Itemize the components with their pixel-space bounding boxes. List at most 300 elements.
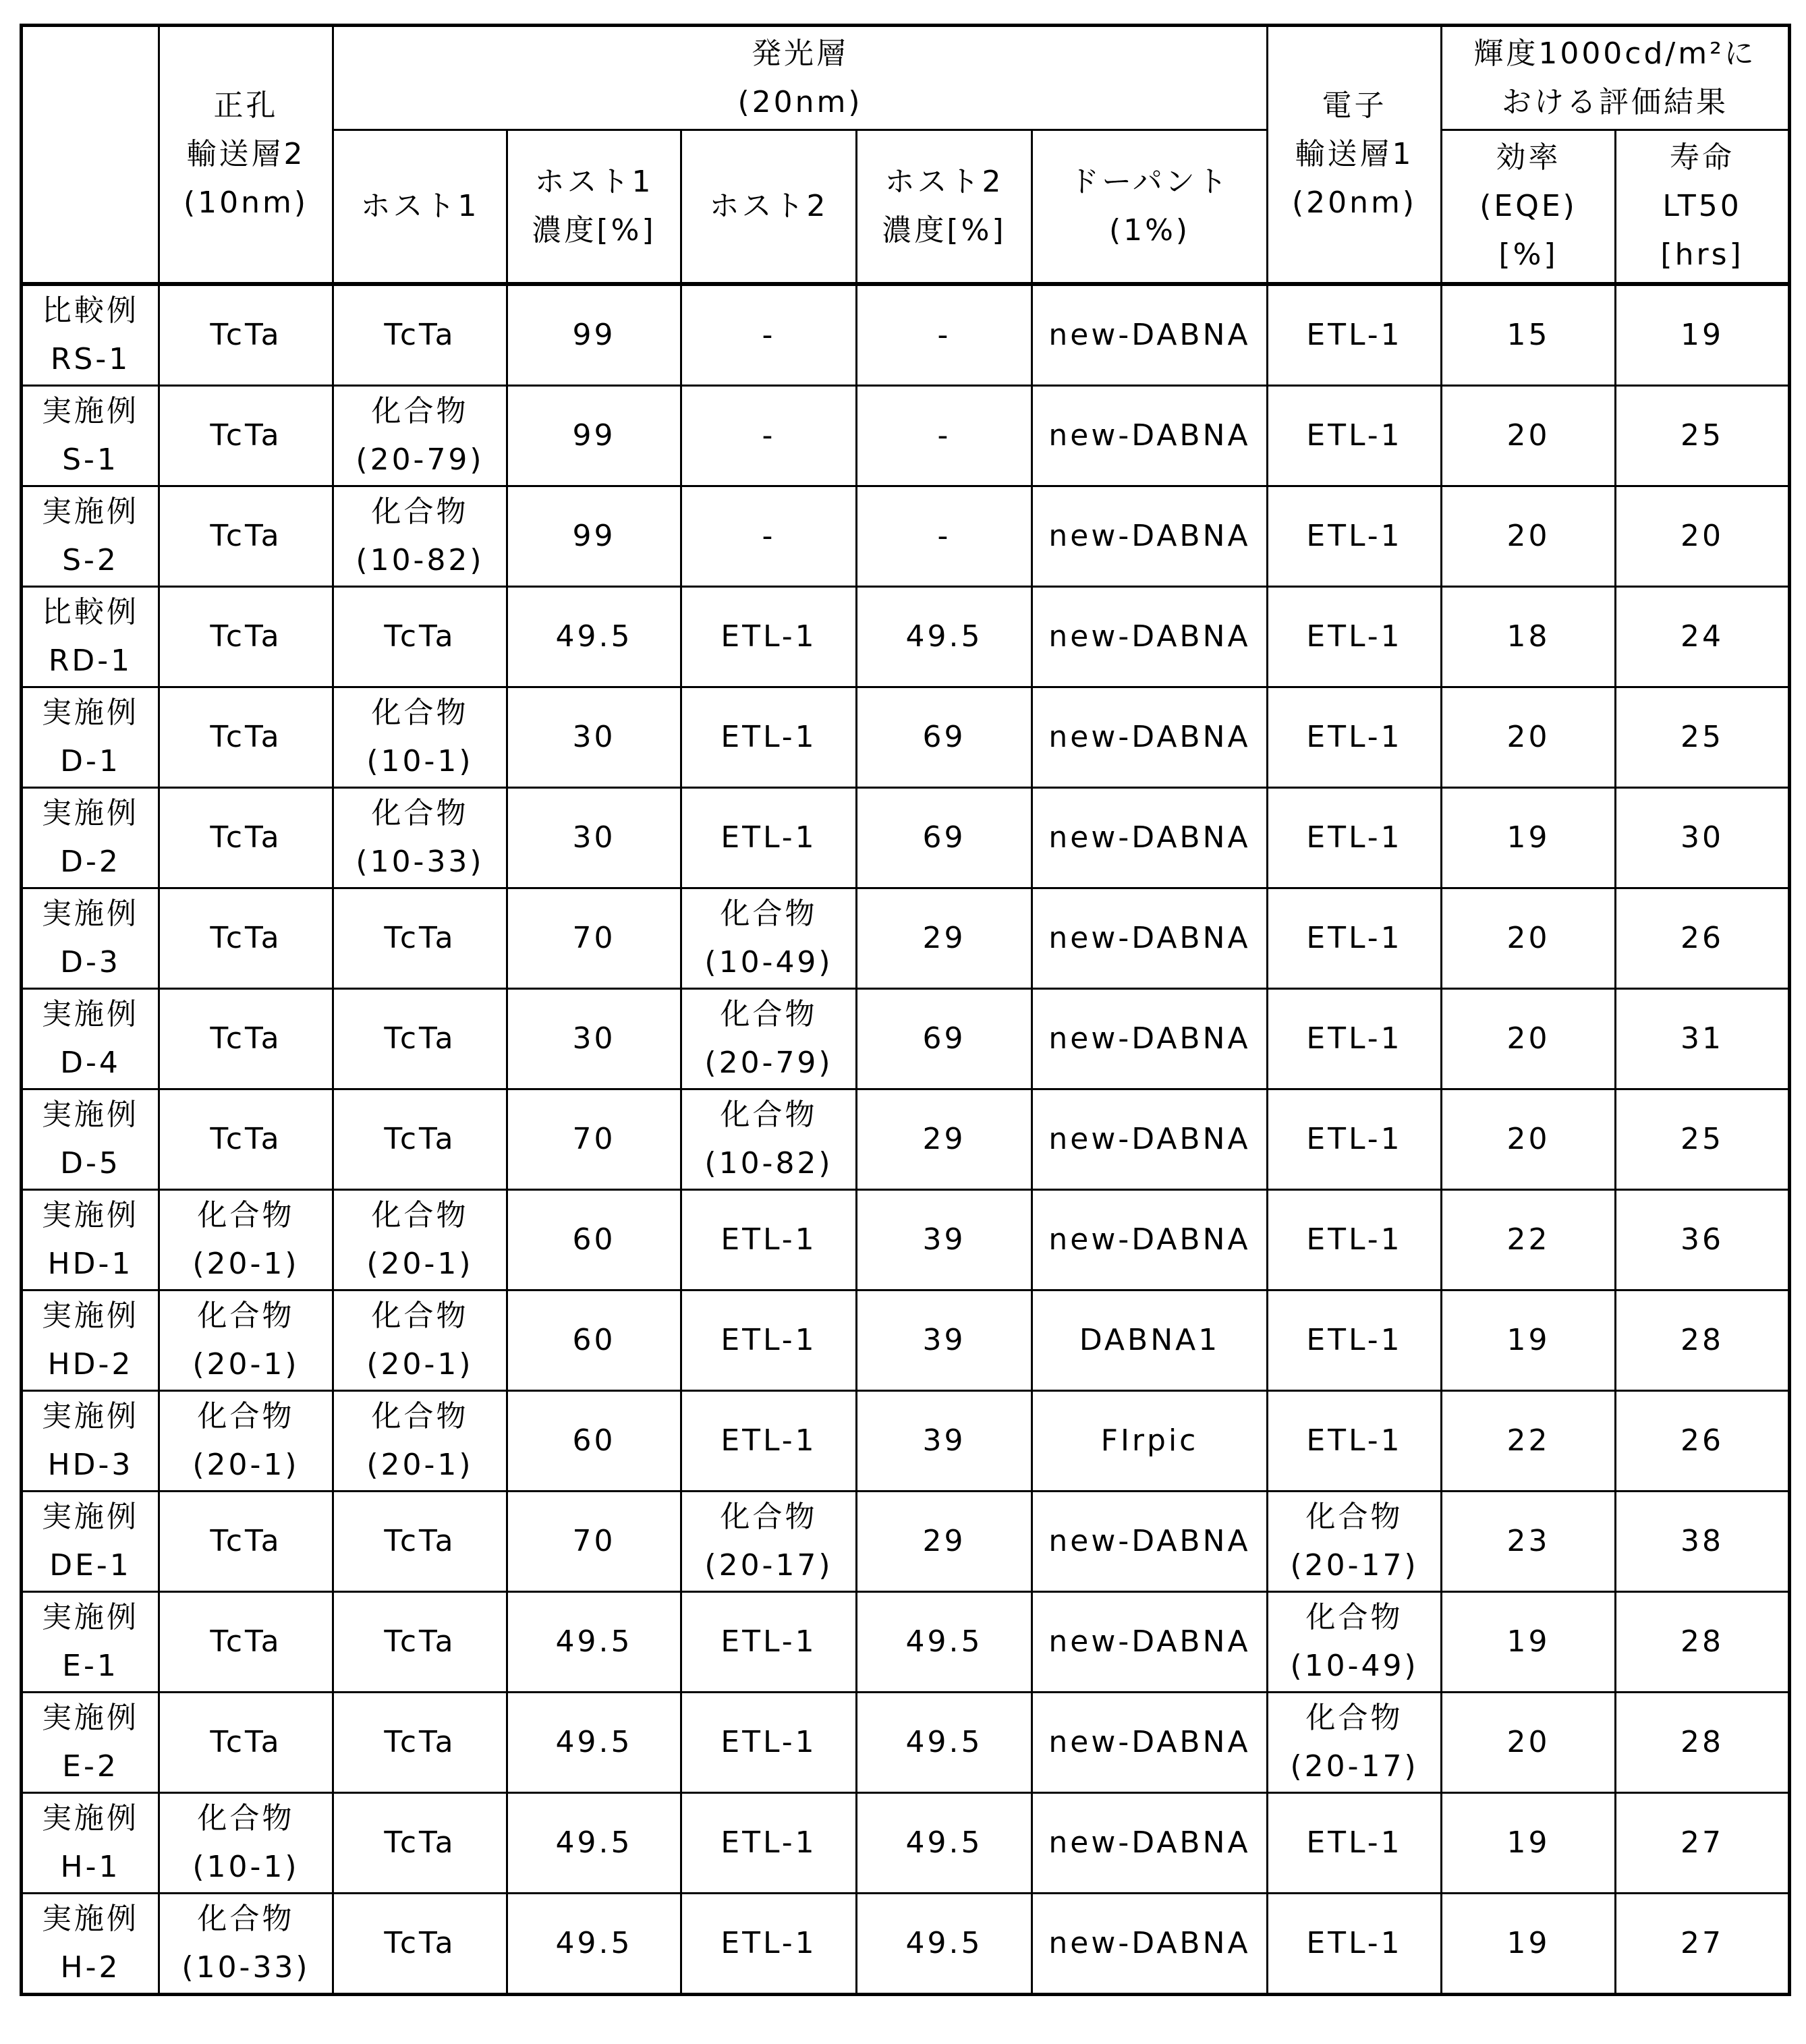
line-text: ETL-1 <box>1306 1021 1402 1056</box>
hole-transport-cell <box>159 687 333 788</box>
line-text: 化合物 <box>198 1198 295 1232</box>
electron-transport-cell <box>1268 788 1442 888</box>
line-text: 実施例 <box>42 897 139 931</box>
table-row <box>22 1693 1790 1793</box>
lifetime-cell: 28 <box>1616 1290 1790 1391</box>
line-text: TcTa <box>210 519 281 553</box>
table-row <box>22 888 1790 989</box>
host1-cell <box>333 386 507 486</box>
table-row <box>22 386 1790 486</box>
electron-transport-cell <box>1268 1190 1442 1290</box>
line-text: 実施例 <box>42 1399 139 1433</box>
host1-cell <box>333 1492 507 1592</box>
line-text: E-2 <box>62 1749 119 1784</box>
line-text: ETL-1 <box>721 1825 816 1860</box>
host1-cell <box>333 486 507 587</box>
efficiency-cell: 22 <box>1442 1190 1616 1290</box>
line-text: - <box>762 418 776 453</box>
lifetime-cell: 20 <box>1616 486 1790 587</box>
line-text: ETL-1 <box>1306 1825 1402 1860</box>
line-text: ETL-1 <box>1306 720 1402 754</box>
line-text: TcTa <box>210 318 281 352</box>
table-row <box>22 687 1790 788</box>
line-text: ETL-1 <box>1306 1323 1402 1357</box>
electron-transport-cell <box>1268 284 1442 386</box>
line-text: TcTa <box>210 1725 281 1759</box>
host2-conc-cell: 49.5 <box>857 1693 1032 1793</box>
line-text: 化合物 <box>1306 1600 1403 1635</box>
lifetime-cell: 28 <box>1616 1693 1790 1793</box>
line-text: D-1 <box>60 744 121 778</box>
efficiency-cell: 18 <box>1442 587 1616 687</box>
line-text: (10-33) <box>181 1950 310 1985</box>
host1-conc-cell: 60 <box>507 1290 681 1391</box>
line-text: TcTa <box>210 820 281 855</box>
host1-cell <box>333 888 507 989</box>
host2-conc-cell: 29 <box>857 1492 1032 1592</box>
line-text: TcTa <box>384 921 455 955</box>
example-cell <box>22 1492 159 1592</box>
line-text: TcTa <box>384 318 455 352</box>
efficiency-cell: 19 <box>1442 1290 1616 1391</box>
line-text: ETL-1 <box>721 1926 816 1960</box>
example-cell <box>22 888 159 989</box>
example-cell <box>22 1693 159 1793</box>
line-text: 発光層 <box>752 36 849 71</box>
host2-cell <box>681 1492 857 1592</box>
line-text: 輝度1000cd/m²に <box>1473 36 1756 71</box>
host1-cell <box>333 1290 507 1391</box>
efficiency-cell: 19 <box>1442 1793 1616 1894</box>
host1-conc-cell: 30 <box>507 989 681 1089</box>
line-text: 実施例 <box>42 1902 139 1936</box>
line-text: TcTa <box>210 1122 281 1156</box>
efficiency-cell: 22 <box>1442 1391 1616 1492</box>
line-text: H-2 <box>61 1950 121 1985</box>
line-text: TcTa <box>384 619 455 654</box>
line-text: ETL-1 <box>1306 619 1402 654</box>
host1-cell <box>333 687 507 788</box>
hole-transport-cell <box>159 888 333 989</box>
dopant-cell: new-DABNA <box>1032 989 1268 1089</box>
host2-conc-cell: 49.5 <box>857 1894 1032 1995</box>
line-text: - <box>762 318 776 352</box>
electron-transport-cell <box>1268 1089 1442 1190</box>
line-text: 濃度[%] <box>882 213 1006 248</box>
hole-transport-cell <box>159 1391 333 1492</box>
line-text: (20nm) <box>1292 186 1417 220</box>
line-text: ETL-1 <box>1306 418 1402 453</box>
line-text: (20nm) <box>737 85 862 119</box>
line-text: 化合物 <box>372 1399 469 1433</box>
line-text: (10-82) <box>356 543 484 577</box>
host2-conc-cell: 69 <box>857 989 1032 1089</box>
line-text: 比較例 <box>42 595 139 629</box>
line-text: ETL-1 <box>721 820 816 855</box>
host2-conc-cell: 29 <box>857 888 1032 989</box>
line-text: 化合物 <box>372 494 469 529</box>
line-text: (20-1) <box>192 1247 299 1281</box>
line-text: TcTa <box>210 1624 281 1659</box>
efficiency-cell: 20 <box>1442 386 1616 486</box>
lifetime-cell: 38 <box>1616 1492 1790 1592</box>
host2-conc-cell: 49.5 <box>857 587 1032 687</box>
example-cell <box>22 1190 159 1290</box>
corner-cell <box>22 26 159 285</box>
line-text: (10-1) <box>192 1850 299 1884</box>
line-text: (10-33) <box>356 845 484 879</box>
host1-cell <box>333 1793 507 1894</box>
table-row <box>22 1290 1790 1391</box>
line-text: 化合物 <box>721 1500 818 1534</box>
dopant-cell: new-DABNA <box>1032 1894 1268 1995</box>
host1-cell <box>333 989 507 1089</box>
line-text: (10nm) <box>184 186 308 220</box>
line-text: TcTa <box>384 1624 455 1659</box>
line-text: ETL-1 <box>721 720 816 754</box>
line-text: ETL-1 <box>721 1725 816 1759</box>
line-text: (20-79) <box>356 443 484 477</box>
line-text: TcTa <box>210 1524 281 1558</box>
line-text: DE-1 <box>49 1548 132 1583</box>
hole-transport-cell <box>159 1492 333 1592</box>
line-text: 化合物 <box>372 1299 469 1333</box>
electron-transport-cell <box>1268 1492 1442 1592</box>
host1-conc-cell: 49.5 <box>507 587 681 687</box>
host1-conc-cell: 30 <box>507 788 681 888</box>
host2-cell <box>681 1894 857 1995</box>
hole-transport-cell <box>159 1894 333 1995</box>
line-text: [hrs] <box>1660 237 1743 272</box>
line-text: [%] <box>1498 237 1558 272</box>
table-row <box>22 1492 1790 1592</box>
line-text: ETL-1 <box>1306 1122 1402 1156</box>
electron-transport-cell <box>1268 888 1442 989</box>
line-text: 効率 <box>1496 140 1561 175</box>
host1-cell <box>333 1592 507 1693</box>
electron-transport-cell <box>1268 687 1442 788</box>
efficiency-cell: 20 <box>1442 486 1616 587</box>
electron-transport-cell <box>1268 1592 1442 1693</box>
hole-transport-cell <box>159 1190 333 1290</box>
line-text: E-1 <box>62 1649 119 1683</box>
line-text: おける評価結果 <box>1502 85 1728 119</box>
line-text: 化合物 <box>372 394 469 428</box>
line-text: TcTa <box>210 619 281 654</box>
dopant-cell: DABNA1 <box>1032 1290 1268 1391</box>
line-text: ETL-1 <box>1306 1926 1402 1960</box>
line-text: (20-1) <box>366 1347 473 1382</box>
line-text: TcTa <box>210 418 281 453</box>
line-text: 実施例 <box>42 394 139 428</box>
line-text: 実施例 <box>42 1801 139 1836</box>
dopant-cell: new-DABNA <box>1032 386 1268 486</box>
lifetime-cell: 24 <box>1616 587 1790 687</box>
line-text: 化合物 <box>1306 1500 1403 1534</box>
header-lifetime <box>1616 130 1790 285</box>
electron-transport-cell <box>1268 1693 1442 1793</box>
efficiency-cell: 23 <box>1442 1492 1616 1592</box>
host2-conc-cell: 69 <box>857 788 1032 888</box>
host1-cell <box>333 1693 507 1793</box>
line-text: (20-1) <box>192 1448 299 1482</box>
line-text: ETL-1 <box>721 1222 816 1257</box>
efficiency-cell: 20 <box>1442 1693 1616 1793</box>
host1-conc-cell: 99 <box>507 284 681 386</box>
header-host1 <box>333 130 507 285</box>
hole-transport-cell <box>159 989 333 1089</box>
line-text: 化合物 <box>1306 1701 1403 1735</box>
line-text: TcTa <box>384 1926 455 1960</box>
host2-cell <box>681 888 857 989</box>
dopant-cell: new-DABNA <box>1032 587 1268 687</box>
host2-cell <box>681 1290 857 1391</box>
header-hole-transport <box>159 26 333 285</box>
lifetime-cell: 30 <box>1616 788 1790 888</box>
hole-transport-cell <box>159 284 333 386</box>
example-cell <box>22 687 159 788</box>
host2-conc-cell: - <box>857 284 1032 386</box>
line-text: TcTa <box>210 921 281 955</box>
line-text: 寿命 <box>1670 140 1734 175</box>
line-text: TcTa <box>384 1021 455 1056</box>
hole-transport-cell <box>159 587 333 687</box>
line-text: TcTa <box>384 1122 455 1156</box>
line-text: 実施例 <box>42 1600 139 1635</box>
table-row <box>22 989 1790 1089</box>
host2-cell <box>681 486 857 587</box>
efficiency-cell: 15 <box>1442 284 1616 386</box>
example-cell <box>22 1290 159 1391</box>
efficiency-cell: 20 <box>1442 989 1616 1089</box>
host2-conc-cell: 39 <box>857 1391 1032 1492</box>
line-text: ETL-1 <box>721 1624 816 1659</box>
hole-transport-cell <box>159 1089 333 1190</box>
header-emission-layer <box>333 26 1268 130</box>
line-text: 輸送層2 <box>187 137 306 171</box>
dopant-cell: new-DABNA <box>1032 486 1268 587</box>
header-host2 <box>681 130 857 285</box>
line-text: 化合物 <box>721 997 818 1031</box>
example-cell <box>22 788 159 888</box>
lifetime-cell: 31 <box>1616 989 1790 1089</box>
table-row <box>22 788 1790 888</box>
dopant-cell: new-DABNA <box>1032 788 1268 888</box>
line-text: 化合物 <box>721 1098 818 1132</box>
line-text: HD-2 <box>48 1347 134 1382</box>
hole-transport-cell <box>159 386 333 486</box>
lifetime-cell: 26 <box>1616 1391 1790 1492</box>
host1-conc-cell: 70 <box>507 1089 681 1190</box>
host1-conc-cell: 49.5 <box>507 1894 681 1995</box>
electron-transport-cell <box>1268 1290 1442 1391</box>
host1-cell <box>333 788 507 888</box>
line-text: 化合物 <box>372 1198 469 1232</box>
dopant-cell: new-DABNA <box>1032 1793 1268 1894</box>
line-text: (10-49) <box>704 945 833 980</box>
table-row <box>22 587 1790 687</box>
line-text: ETL-1 <box>721 1323 816 1357</box>
line-text: ホスト2 <box>885 165 1004 199</box>
line-text: (10-1) <box>366 744 473 778</box>
electron-transport-cell <box>1268 1894 1442 1995</box>
line-text: (10-49) <box>1290 1649 1418 1683</box>
header-evaluation <box>1442 26 1790 130</box>
lifetime-cell: 25 <box>1616 386 1790 486</box>
line-text: ホスト2 <box>710 189 828 223</box>
lifetime-cell: 27 <box>1616 1894 1790 1995</box>
host1-cell <box>333 1190 507 1290</box>
host1-conc-cell: 60 <box>507 1391 681 1492</box>
electron-transport-cell <box>1268 1391 1442 1492</box>
host1-cell <box>333 1089 507 1190</box>
line-text: (20-17) <box>704 1548 833 1583</box>
line-text: 化合物 <box>198 1801 295 1836</box>
lifetime-cell: 36 <box>1616 1190 1790 1290</box>
example-cell <box>22 284 159 386</box>
host2-cell <box>681 1190 857 1290</box>
line-text: (20-1) <box>366 1448 473 1482</box>
host1-conc-cell: 60 <box>507 1190 681 1290</box>
example-cell <box>22 587 159 687</box>
host1-conc-cell: 49.5 <box>507 1793 681 1894</box>
efficiency-cell: 19 <box>1442 1894 1616 1995</box>
host2-conc-cell: 29 <box>857 1089 1032 1190</box>
line-text: ドーパント <box>1069 165 1230 199</box>
dopant-cell: new-DABNA <box>1032 888 1268 989</box>
host1-conc-cell: 99 <box>507 486 681 587</box>
dopant-cell: new-DABNA <box>1032 1089 1268 1190</box>
results-table <box>20 24 1791 1996</box>
line-text: HD-1 <box>48 1247 134 1281</box>
dopant-cell: new-DABNA <box>1032 1693 1268 1793</box>
line-text: ETL-1 <box>1306 318 1402 352</box>
line-text: H-1 <box>61 1850 121 1884</box>
line-text: TcTa <box>384 1524 455 1558</box>
host2-cell <box>681 284 857 386</box>
efficiency-cell: 20 <box>1442 1089 1616 1190</box>
line-text: TcTa <box>384 1725 455 1759</box>
dopant-cell: new-DABNA <box>1032 1492 1268 1592</box>
lifetime-cell: 28 <box>1616 1592 1790 1693</box>
example-cell <box>22 1793 159 1894</box>
host2-cell <box>681 386 857 486</box>
efficiency-cell: 20 <box>1442 687 1616 788</box>
host2-cell <box>681 687 857 788</box>
line-text: (20-17) <box>1290 1548 1418 1583</box>
line-text: (1%) <box>1109 213 1190 248</box>
line-text: 実施例 <box>42 494 139 529</box>
header-dopant <box>1032 130 1268 285</box>
line-text: 比較例 <box>42 293 139 328</box>
line-text: LT50 <box>1662 189 1741 223</box>
host1-conc-cell: 99 <box>507 386 681 486</box>
line-text: 実施例 <box>42 1299 139 1333</box>
host1-conc-cell: 49.5 <box>507 1693 681 1793</box>
hole-transport-cell <box>159 1693 333 1793</box>
dopant-cell: new-DABNA <box>1032 1190 1268 1290</box>
table-row <box>22 1089 1790 1190</box>
table-row <box>22 1894 1790 1995</box>
host1-cell <box>333 1391 507 1492</box>
line-text: (EQE) <box>1479 189 1577 223</box>
header-electron-transport <box>1268 26 1442 285</box>
line-text: 実施例 <box>42 1500 139 1534</box>
hole-transport-cell <box>159 486 333 587</box>
host2-conc-cell: 39 <box>857 1290 1032 1391</box>
example-cell <box>22 1894 159 1995</box>
dopant-cell: FIrpic <box>1032 1391 1268 1492</box>
line-text: 実施例 <box>42 1701 139 1735</box>
line-text: 化合物 <box>198 1299 295 1333</box>
line-text: D-2 <box>60 845 121 879</box>
hole-transport-cell <box>159 1592 333 1693</box>
efficiency-cell: 20 <box>1442 888 1616 989</box>
host2-cell <box>681 587 857 687</box>
host2-cell <box>681 1793 857 1894</box>
line-text: ETL-1 <box>721 619 816 654</box>
line-text: RD-1 <box>49 644 132 678</box>
lifetime-cell: 25 <box>1616 1089 1790 1190</box>
header-host1-conc <box>507 130 681 285</box>
line-text: HD-3 <box>48 1448 134 1482</box>
line-text: 化合物 <box>721 897 818 931</box>
line-text: ETL-1 <box>721 1423 816 1458</box>
line-text: ホスト1 <box>361 189 480 223</box>
line-text: 実施例 <box>42 796 139 830</box>
example-cell <box>22 486 159 587</box>
line-text: - <box>762 519 776 553</box>
hole-transport-cell <box>159 788 333 888</box>
electron-transport-cell <box>1268 1793 1442 1894</box>
host1-conc-cell: 70 <box>507 1492 681 1592</box>
example-cell <box>22 1391 159 1492</box>
hole-transport-cell <box>159 1290 333 1391</box>
host2-conc-cell: - <box>857 486 1032 587</box>
efficiency-cell: 19 <box>1442 788 1616 888</box>
dopant-cell: new-DABNA <box>1032 284 1268 386</box>
line-text: TcTa <box>210 1021 281 1056</box>
host1-cell <box>333 587 507 687</box>
hole-transport-cell <box>159 1793 333 1894</box>
line-text: (20-79) <box>704 1046 833 1080</box>
host2-conc-cell: 69 <box>857 687 1032 788</box>
table-row <box>22 1391 1790 1492</box>
line-text: 化合物 <box>198 1902 295 1936</box>
host2-cell <box>681 1391 857 1492</box>
electron-transport-cell <box>1268 989 1442 1089</box>
header-efficiency <box>1442 130 1616 285</box>
line-text: RS-1 <box>51 342 130 376</box>
line-text: 化合物 <box>198 1399 295 1433</box>
example-cell <box>22 1089 159 1190</box>
electron-transport-cell <box>1268 486 1442 587</box>
line-text: D-3 <box>60 945 121 980</box>
host2-conc-cell: - <box>857 386 1032 486</box>
electron-transport-cell <box>1268 386 1442 486</box>
lifetime-cell: 27 <box>1616 1793 1790 1894</box>
line-text: ETL-1 <box>1306 519 1402 553</box>
dopant-cell: new-DABNA <box>1032 1592 1268 1693</box>
line-text: (10-82) <box>704 1146 833 1181</box>
line-text: D-5 <box>60 1146 121 1181</box>
host2-cell <box>681 788 857 888</box>
host1-conc-cell: 30 <box>507 687 681 788</box>
line-text: 実施例 <box>42 695 139 730</box>
line-text: ホスト1 <box>535 165 654 199</box>
line-text: 実施例 <box>42 1198 139 1232</box>
line-text: 濃度[%] <box>532 213 656 248</box>
